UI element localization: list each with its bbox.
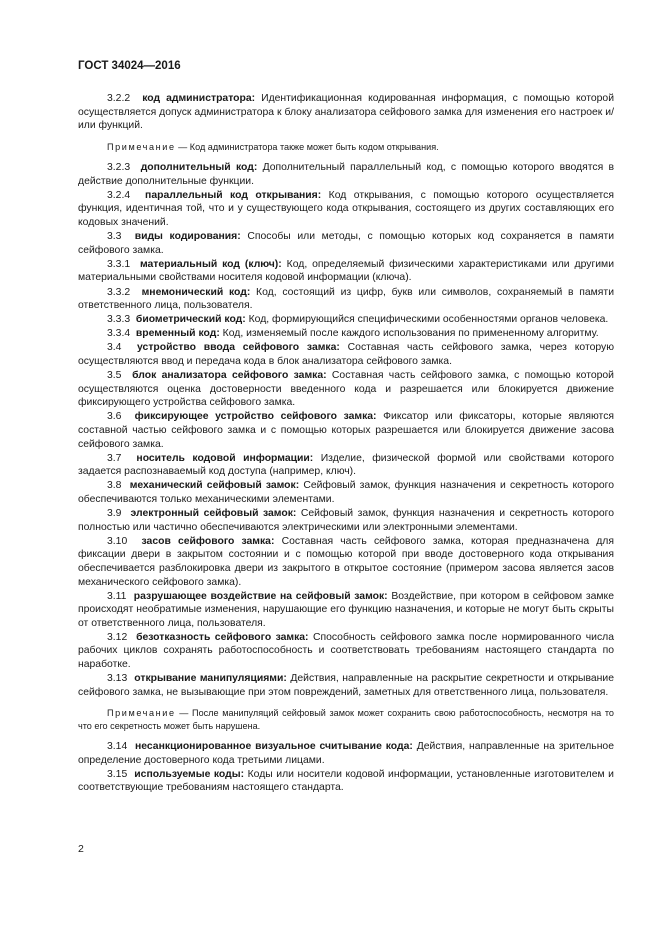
clause-number: 3.4 [107,342,122,354]
term-definition: Способы или методы, с помощью которых код сохраняется в памяти сейфового замка. [78,231,615,256]
term-entry [78,286,614,313]
term-definition: Сейфовый замок, функция назначения и секретность которого полностью или частично обеспечиваются электрическими или электронными элементами. [78,508,614,533]
term-name: дополнительный код: [140,162,258,174]
term-entry [78,369,614,410]
clause-number: 3.13 [107,673,128,685]
term-name: открывание манипуляциями: [134,673,287,685]
clause-number: 3.3.4 [107,328,131,340]
term-definition: Идентификационная кодированная информация, с помощью которой осуществляется допуск администратора к блоку анализатора сейфового замка для изменения его настроек и/или функций. [78,93,614,132]
clause-number: 3.2.4 [107,189,131,201]
term-name: используемые коды: [134,768,245,780]
term-entry [78,768,614,795]
term-name: биометрический код: [135,314,246,326]
term-definition: Код открывания, с помощью которого осуществляется функция, идентичная той, что и у существующего кода открывания, состоящего из других составляющих его кодовых значений. [78,189,614,229]
term-definition: Действия, направленные на зрительное определение достоверного кода третьими лицами. [78,741,614,766]
term-name: материальный код (ключ): [139,258,282,270]
term-entry [78,341,614,368]
term-entry [78,631,614,672]
page-content [78,92,614,796]
term-entry [78,672,614,699]
clause-number: 3.8 [107,480,122,492]
term-definition: Способность сейфового замка после нормированного числа рабочих циклов сохранять работоспособность и соответствовать требованиям настоящего стандарта по наработке. [78,631,614,671]
note-text: — Код администратора также может быть кодом открывания. [175,141,439,152]
clause-number: 3.9 [107,508,122,520]
term-definition: Составная часть сейфового замка, которая предназначена для фиксации двери в закрытом состоянии и с помощью которой при вводе достоверного кода открывания обеспечивается разблокировка двери из закрытого в открытое состояние (примером засова является засов механического сейфового замка). [78,535,614,588]
term-name: несанкционированное визуальное считывание кода: [134,741,413,753]
clause-number: 3.15 [107,768,128,780]
note-label: Примечание [107,708,176,719]
term-name: носитель кодовой информации: [136,452,314,464]
term-name: механический сейфовый замок: [129,480,300,492]
note [78,141,614,153]
term-entry [78,535,614,589]
clause-number: 3.12 [107,631,128,643]
term-entry [78,230,614,257]
term-definition: Код, изменяемый после каждого использования по примененному алгоритму. [222,328,599,340]
term-entry [78,189,614,230]
term-name: параллельный код открывания: [145,189,322,201]
term-entry [78,740,614,767]
term-name: засов сейфового замка: [141,535,275,547]
term-entry [78,590,614,631]
term-name: электронный сейфовый замок: [130,508,297,520]
clause-number: 3.10 [107,535,128,547]
clause-number: 3.3.3 [107,314,131,326]
term-entry [78,327,614,341]
term-name: мнемонический код: [141,286,251,298]
term-name: безотказность сейфового замка: [136,631,309,643]
term-definition: Код, определяемый физическими характеристиками или другими материальными свойствами носителя кодовой информации (ключа). [78,258,614,284]
term-definition: Изделие, физической формой или свойствами которого задается распознаваемый код доступа (например, ключ). [78,452,614,478]
clause-number: 3.11 [107,590,127,602]
term-name: временный код: [135,328,220,340]
term-entry [78,410,614,451]
note-text: — После манипуляций сейфовый замок может сохранить свою работоспособность, несмотря на то что его секретность может быть нарушена. [78,708,614,731]
document-header: ГОСТ 34024—2016 [78,60,181,72]
clause-number: 3.3.1 [107,258,131,270]
note [78,707,614,732]
term-definition: Составная часть сейфового замка, через которую осуществляются ввод и передача кода в блок анализатора сейфового замка. [78,342,615,367]
clause-number: 3.7 [107,452,122,464]
term-entry [78,507,614,534]
clause-number: 3.2.2 [107,93,131,104]
page-number: 2 [78,843,84,855]
term-entry [78,479,614,506]
term-name: разрушающее воздействие на сейфовый замок: [133,590,388,602]
term-definition: Код, состоящий из цифр, букв или символов, сохраняемый в памяти ответственного лица, пользователя. [78,286,614,312]
term-definition: Дополнительный параллельный код, с помощью которого вводятся в действие дополнительные функции. [78,162,615,187]
term-entry [78,452,614,479]
clause-number: 3.14 [107,741,128,753]
clause-number: 3.5 [107,370,122,382]
term-name: код администратора: [142,93,256,104]
clause-number: 3.3 [107,231,122,243]
term-entry [78,313,614,327]
term-entry [78,92,614,133]
clause-number: 3.2.3 [107,162,131,174]
clause-number: 3.6 [107,411,122,423]
clause-number: 3.3.2 [107,286,131,298]
term-name: фиксирующее устройство сейфового замка: [134,411,377,423]
term-name: устройство ввода сейфового замка: [137,342,340,354]
term-definition: Код, формирующийся специфическими особенностями органов человека. [248,314,609,326]
term-name: блок анализатора сейфового замка: [132,370,327,382]
term-definition: Воздействие, при котором в сейфовом замке происходят необратимые изменения, нарушающие его функцию назначения, и которые не могут быть скрыты от ответственного лица, пользователя. [78,590,614,629]
term-definition: Сейфовый замок, функция назначения и секретность которого обеспечиваются только механическими элементами. [78,480,614,505]
term-name: виды кодирования: [134,231,241,243]
term-definition: Фиксатор или фиксаторы, которые являются составной частью сейфового замка и с помощью которых разрешается или блокируется движение засова сейфового замка. [78,411,615,450]
note-label: Примечание [107,141,176,152]
term-entry [78,161,614,188]
term-definition: Коды или носители кодовой информации, установленные изготовителем и соответствующие требованиям настоящего стандарта. [78,768,614,794]
term-entry [78,258,614,285]
term-definition: Действия, направленные на раскрытие секретности и открывание сейфового замка, не вызывающие при этом повреждений, заметных для ответственного лица, пользователя. [78,673,615,698]
term-definition: Составная часть сейфового замка, с помощью которой осуществляются оценка достоверности введенного кода и разрешается или блокируется движение фиксирующего устройства сейфового замка. [78,370,614,409]
